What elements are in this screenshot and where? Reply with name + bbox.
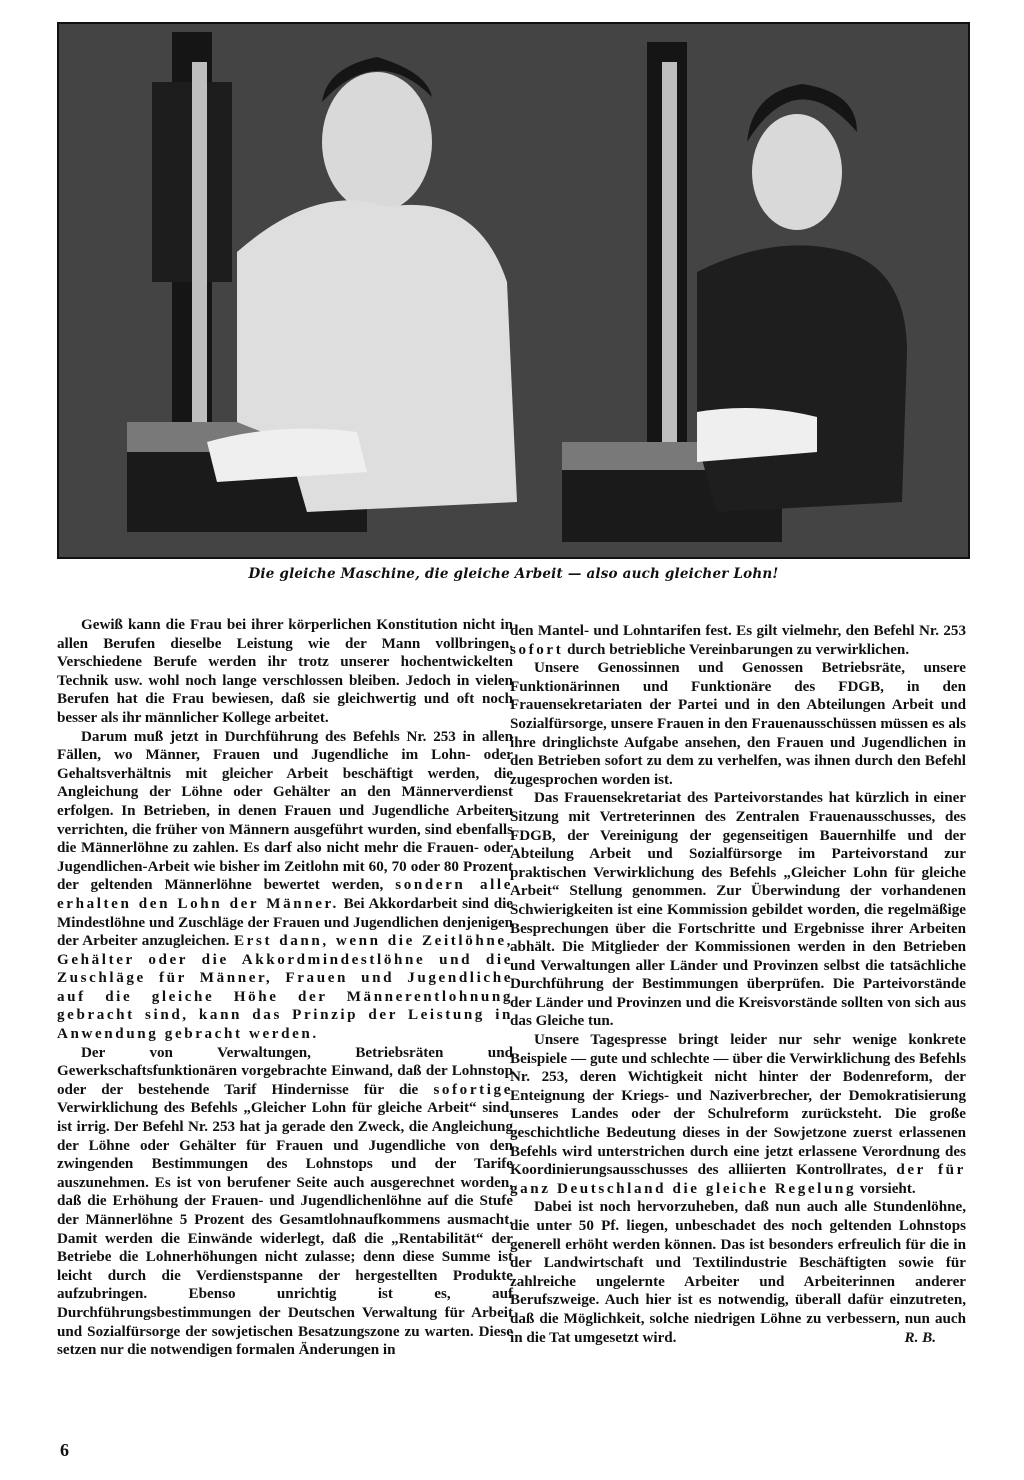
paragraph <box>510 1031 966 1198</box>
paragraph: Unsere Genossinnen und Genossen Betriebsräte, unsere Funktionärinnen und Funktionäre des FDGB, in den Frauensekretariaten der Partei und in den Abteilungen Arbeit und Sozialfürsorge, unsere Frauen in den Frauenausschüssen müssen es als ihre dringlichste Aufgabe ansehen, den Frauen und Jugendlichen in den Betrieben sofort zu dem zu verhelfen, was ihnen durch den Befehl zugesprochen worden ist. <box>510 660 966 788</box>
text-run: Darum muß jetzt in Durchführung des Befehls Nr. 253 in allen Fällen, wo Männer, Frauen und Jugendliche im Lohn- oder Gehaltsverhältnis mit gleicher Arbeit beschäftigt werden, die Angleichung der Löhne oder Gehälter an den Männerverdienst erfolgen. In Betrieben, in denen Frauen und Jugendliche Arbeiten verrichten, die früher von Männern ausgeführt wurden, sind ebenfalls die Männerlöhne zu zahlen. Es darf also nicht mehr die Frauen- oder Jugendlichen-Arbeit wie bisher im Zeitlohn mit 60, 70 oder 80 Prozent der geltenden Männerlöhne bewertet werden, <box>57 728 513 894</box>
emphasis-text: sondern alle erhalten den Lohn der Männer. <box>57 877 513 912</box>
paragraph: Gewiß kann die Frau bei ihrer körperlichen Konstitution nicht in allen Berufen dieselbe Leistung wie der Mann vollbringen. Verschiedene Berufe werden ihr trotz unserer hochentwickelten Technik usw. wohl noch lange verschlossen bleiben. Jedoch in vielen Berufen hat die Frau bewiesen, daß sie gleichwertig und oft noch besser als ihr männlicher Kollege arbeitet. <box>57 617 513 726</box>
text-run: vorsieht. <box>859 1180 916 1197</box>
text-run: Unsere Tagespresse bringt leider nur sehr wenige konkrete Beispiele — gute und schlechte — über die Verwirklichung des Befehls Nr. 253, deren Wichtigkeit nicht hinter der Bodenreform, der Enteignung der Kriegs- und Naziverbrecher, der Demokratisierung unseres Landes oder der Schulreform zurücksteht. Die große geschichtliche Bedeutung dieses in der Sowjetzone zuerst erlassenen Befehls wird unterstrichen durch eine jetzt erlassene Verordnung des Koordinierungsausschusses des alliierten Kontrollrates, <box>510 1032 966 1179</box>
right-column <box>510 622 966 1347</box>
author-signature: R. B. <box>904 1329 936 1346</box>
text-run: durch betriebliche Vereinbarungen zu verwirklichen. <box>567 641 910 658</box>
paragraph <box>510 1198 966 1347</box>
text-run: Bei Akkordarbeit sind die Mindestlöhne und Zuschläge der Frauen und Jugendlichen denjenigen der Arbeiter anzugleichen. <box>57 895 513 950</box>
paragraph <box>510 622 966 659</box>
left-column <box>57 616 513 1360</box>
paragraph: Das Frauensekretariat des Parteivorstandes hat kürzlich in einer Sitzung mit Vertreterinnen des Zentralen Frauenausschusses, des FDGB, der Vereinigung der gegenseitigen Bauernhilfe und der Abteilung Arbeit und Sozialfürsorge im Parteivorstand zur praktischen Verwirklichung des Befehls „Gleicher Lohn für gleiche Arbeit“ Stellung genommen. Zur Überwindung der vorhandenen Schwierigkeiten ist eine Kommission gebildet worden, die regelmäßige Besprechungen über die Fortschritte und Ergebnisse ihrer Arbeiten abhält. Die Mitglieder der Kommissionen werden in den Betrieben und Verwaltungen aller Länder und Provinzen selbst die tatsächliche Durchführung der Bestimmungen überprüfen. Die Parteivorstände der Länder und Provinzen und die Kreisvorstände sollten von sich aus das Gleiche tun. <box>510 790 966 1030</box>
emphasis-text: sofortige <box>433 1081 513 1098</box>
illustration <box>57 22 970 559</box>
text-run: den Mantel- und Lohntarifen fest. Es gilt vielmehr, den Befehl Nr. 253 <box>510 623 966 639</box>
text-run: Der von Verwaltungen, Betriebsräten und Gewerkschaftsfunktionären vorgebrachte Einwand, daß der Lohnstop oder der bestehende Tarif Hindernisse für die <box>57 1044 513 1098</box>
text-run: Dabei ist noch hervorzuheben, daß nun auch alle Stundenlöhne, die unter 50 Pf. liegen, unbeschadet des noch geltenden Lohnstops generell erhöht werden können. Das ist besonders erfreulich für die in der Landwirtschaft und Textilindustrie Beschäftigten sowie für zahlreiche ungelernte Arbeiter und Arbeiterinnen anderer Berufszweige. Auch hier ist es notwendig, überall dafür einzutreten, daß die Möglichkeit, solche niedrigen Löhne zu verbessern, nun auch in die Tat umgesetzt wird. <box>510 1199 966 1346</box>
workers-drawing <box>57 22 970 559</box>
paragraph <box>57 1044 513 1360</box>
page-number: 6 <box>60 1440 69 1460</box>
emphasis-text: sofort <box>510 641 564 658</box>
emphasis-text: Erst dann, wenn die Zeitlöhne, Gehälter oder die Akkordmindestlöhne und die Zuschläge für Männer, Frauen und Jugendliche auf die gleiche Höhe der Männerentlohnung gebracht sind, kann das Prinzip der Leistung in Anwendung gebracht werden. <box>57 933 513 1043</box>
paragraph <box>57 728 513 1044</box>
emphasis-text: der für ganz Deutschland die gleiche Regelung <box>510 1162 966 1197</box>
text-run: Verwirklichung des Befehls „Gleicher Lohn für gleiche Arbeit“ sind, ist irrig. Der Befehl Nr. 253 hat ja gerade den Zweck, die Angleichung der Löhne oder Gehälter für Frauen und Jugendliche von den zwingenden Bestimmungen des Lohnstops und der Tarife auszunehmen. Es ist von berufener Seite auch ausgerechnet worden, daß die Erhöhung der Frauen- und Jugendlichenlöhne auf die Stufe der Männerlöhne 5 Prozent des Gesamtlohnaufkommens ausmacht. Damit werden die Einwände widerlegt, daß die „Rentabilität“ der Betriebe die Lohnerhöhungen nicht zulasse; denn diese Summe ist leicht durch die Verdienstspanne der hergestellten Produkte aufzubringen. Ebenso unrichtig ist es, auf Durchführungsbestimmungen der Deutschen Verwaltung für Arbeit und Sozialfürsorge der sowjetischen Besatzungszone zu warten. Diese setzen nur die notwendigen formalen Änderungen in <box>57 1100 513 1359</box>
figure-caption: Die gleiche Maschine, die gleiche Arbeit — also auch gleicher Lohn! <box>248 566 779 582</box>
